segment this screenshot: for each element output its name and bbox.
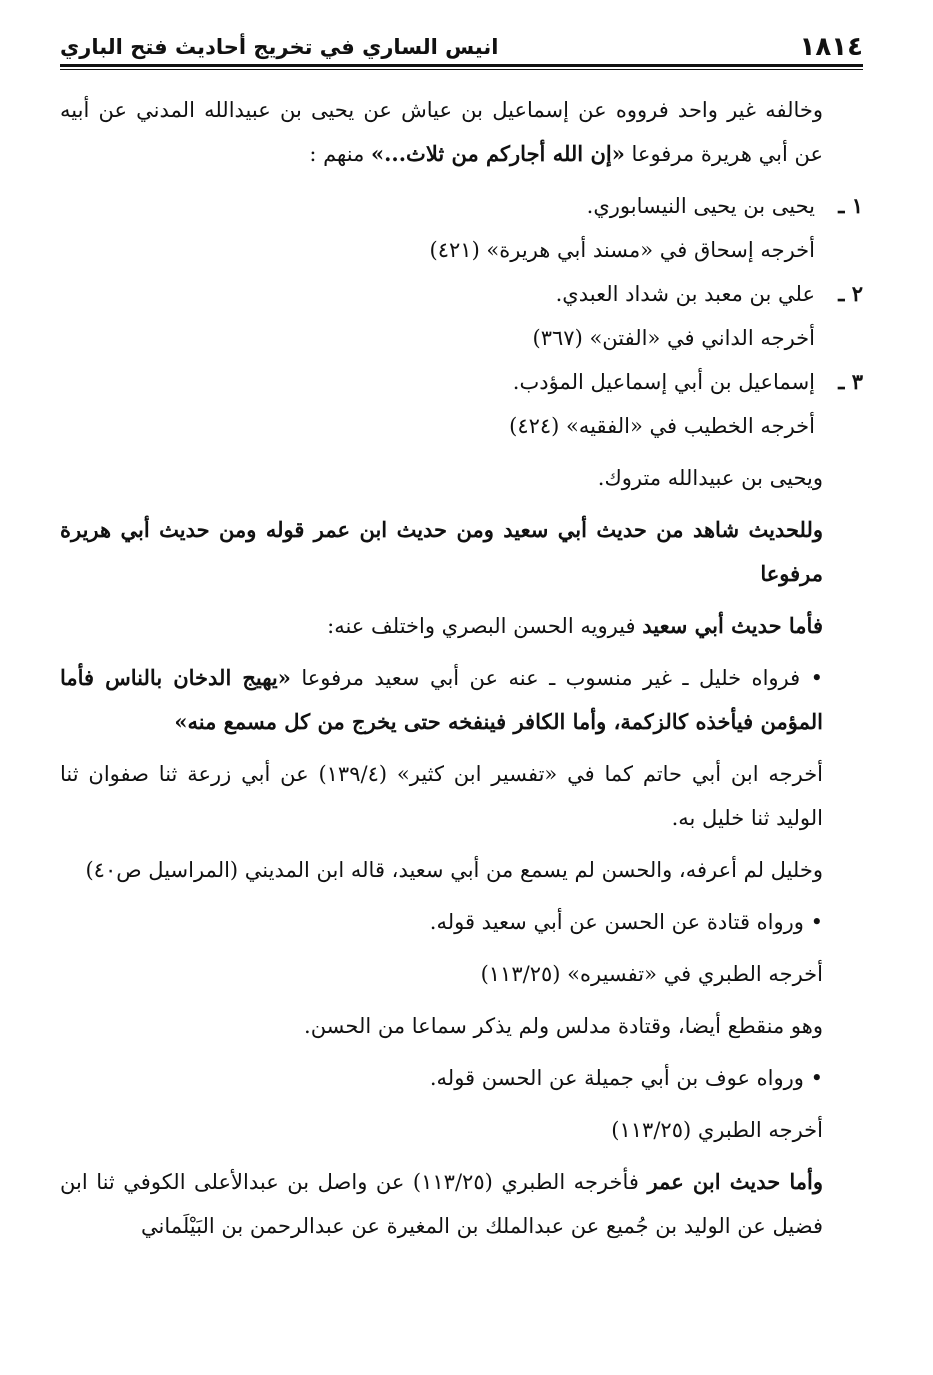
- section-heading: فأما حديث أبي سعيد: [642, 613, 823, 638]
- narrators-list: [60, 184, 863, 448]
- list-source: أخرجه الخطيب في «الفقيه» (٤٢٤): [509, 414, 815, 438]
- list-source: أخرجه الداني في «الفتن» (٣٦٧): [532, 326, 815, 350]
- paragraph-shahid: [60, 508, 863, 596]
- intro-tail: منهم :: [309, 142, 371, 166]
- section-text: فيرويه الحسن البصري واختلف عنه:: [327, 614, 643, 638]
- list-number: ١ ـ: [838, 193, 863, 218]
- paragraph-ibn-abi-hatim: أخرجه ابن أبي حاتم كما في «تفسير ابن كثير» (١٣٩/٤) عن أبي زرعة ثنا صفوان ثنا الوليد ثنا خليل به.: [60, 762, 824, 830]
- paragraph-tabari-1: أخرجه الطبري في «تفسيره» (١١٣/٢٥): [480, 962, 823, 986]
- list-item: [60, 272, 863, 316]
- page-number: ١٨١٤: [799, 32, 863, 62]
- paragraph-qatada: • ورواه قتادة عن الحسن عن أبي سعيد قوله.: [429, 910, 823, 934]
- section-text: فأخرجه الطبري (١١٣/٢٥) عن واصل بن عبدالأعلى الكوفي ثنا ابن فضيل عن الوليد بن جُميع عن عبدالملك بن المغيرة عن عبدالرحمن بن البَيْلَماني: [60, 1170, 823, 1238]
- section-heading: وأما حديث ابن عمر: [647, 1169, 823, 1194]
- shahid-text: وللحديث شاهد من حديث أبي سعيد ومن حديث ابن عمر قوله ومن حديث أبي هريرة مرفوعا: [60, 517, 823, 586]
- narrator-name: يحيى بن يحيى النيسابوري.: [586, 194, 815, 218]
- paragraph-munqati: وهو منقطع أيضا، وقتادة مدلس ولم يذكر سماعا من الحسن.: [304, 1014, 823, 1038]
- narrator-name: علي بن معبد بن شداد العبدي.: [555, 282, 815, 306]
- list-number: ٣ ـ: [838, 369, 863, 394]
- narrator-name: إسماعيل بن أبي إسماعيل المؤدب.: [512, 370, 815, 394]
- paragraph-khalil: [60, 656, 863, 744]
- paragraph-khalil-note: وخليل لم أعرفه، والحسن لم يسمع من أبي سعيد، قاله ابن المديني (المراسيل ص٤٠): [85, 858, 823, 882]
- running-title: انيس الساري في تخريج أحاديث فتح الباري: [60, 35, 499, 59]
- page-body: [60, 88, 863, 1256]
- list-item: [60, 184, 863, 228]
- paragraph-matruk: ويحيى بن عبيدالله متروك.: [597, 466, 823, 490]
- page-header: [60, 26, 863, 62]
- header-rule-thin: [60, 69, 863, 70]
- hadith-quote: «إن الله أجاركم من ثلاث...»: [371, 141, 625, 166]
- paragraph-ibn-umar: [60, 1160, 863, 1248]
- header-rule-thick: [60, 64, 863, 67]
- khalil-text: • فرواه خليل ـ غير منسوب ـ عنه عن أبي سعيد مرفوعا: [290, 666, 823, 690]
- paragraph-abi-said: [60, 604, 863, 648]
- list-item: [60, 360, 863, 404]
- list-number: ٢ ـ: [838, 281, 863, 306]
- paragraph-awf: • ورواه عوف بن أبي جميلة عن الحسن قوله.: [429, 1066, 823, 1090]
- intro-text: وخالفه غير واحد فرووه عن إسماعيل بن عياش عن يحيى بن عبيدالله المدني عن أبيه عن أبي هريرة مرفوعا: [60, 98, 823, 166]
- paragraph-tabari-2: أخرجه الطبري (١١٣/٢٥): [611, 1118, 823, 1142]
- list-source: أخرجه إسحاق في «مسند أبي هريرة» (٤٢١): [429, 238, 815, 262]
- paragraph-intro: [60, 88, 863, 176]
- hadith-quote: «يهيج الدخان بالناس فأما المؤمن فيأخذه كالزكمة، وأما الكافر فينفخه حتى يخرج من كل مسمع منه»: [60, 665, 823, 734]
